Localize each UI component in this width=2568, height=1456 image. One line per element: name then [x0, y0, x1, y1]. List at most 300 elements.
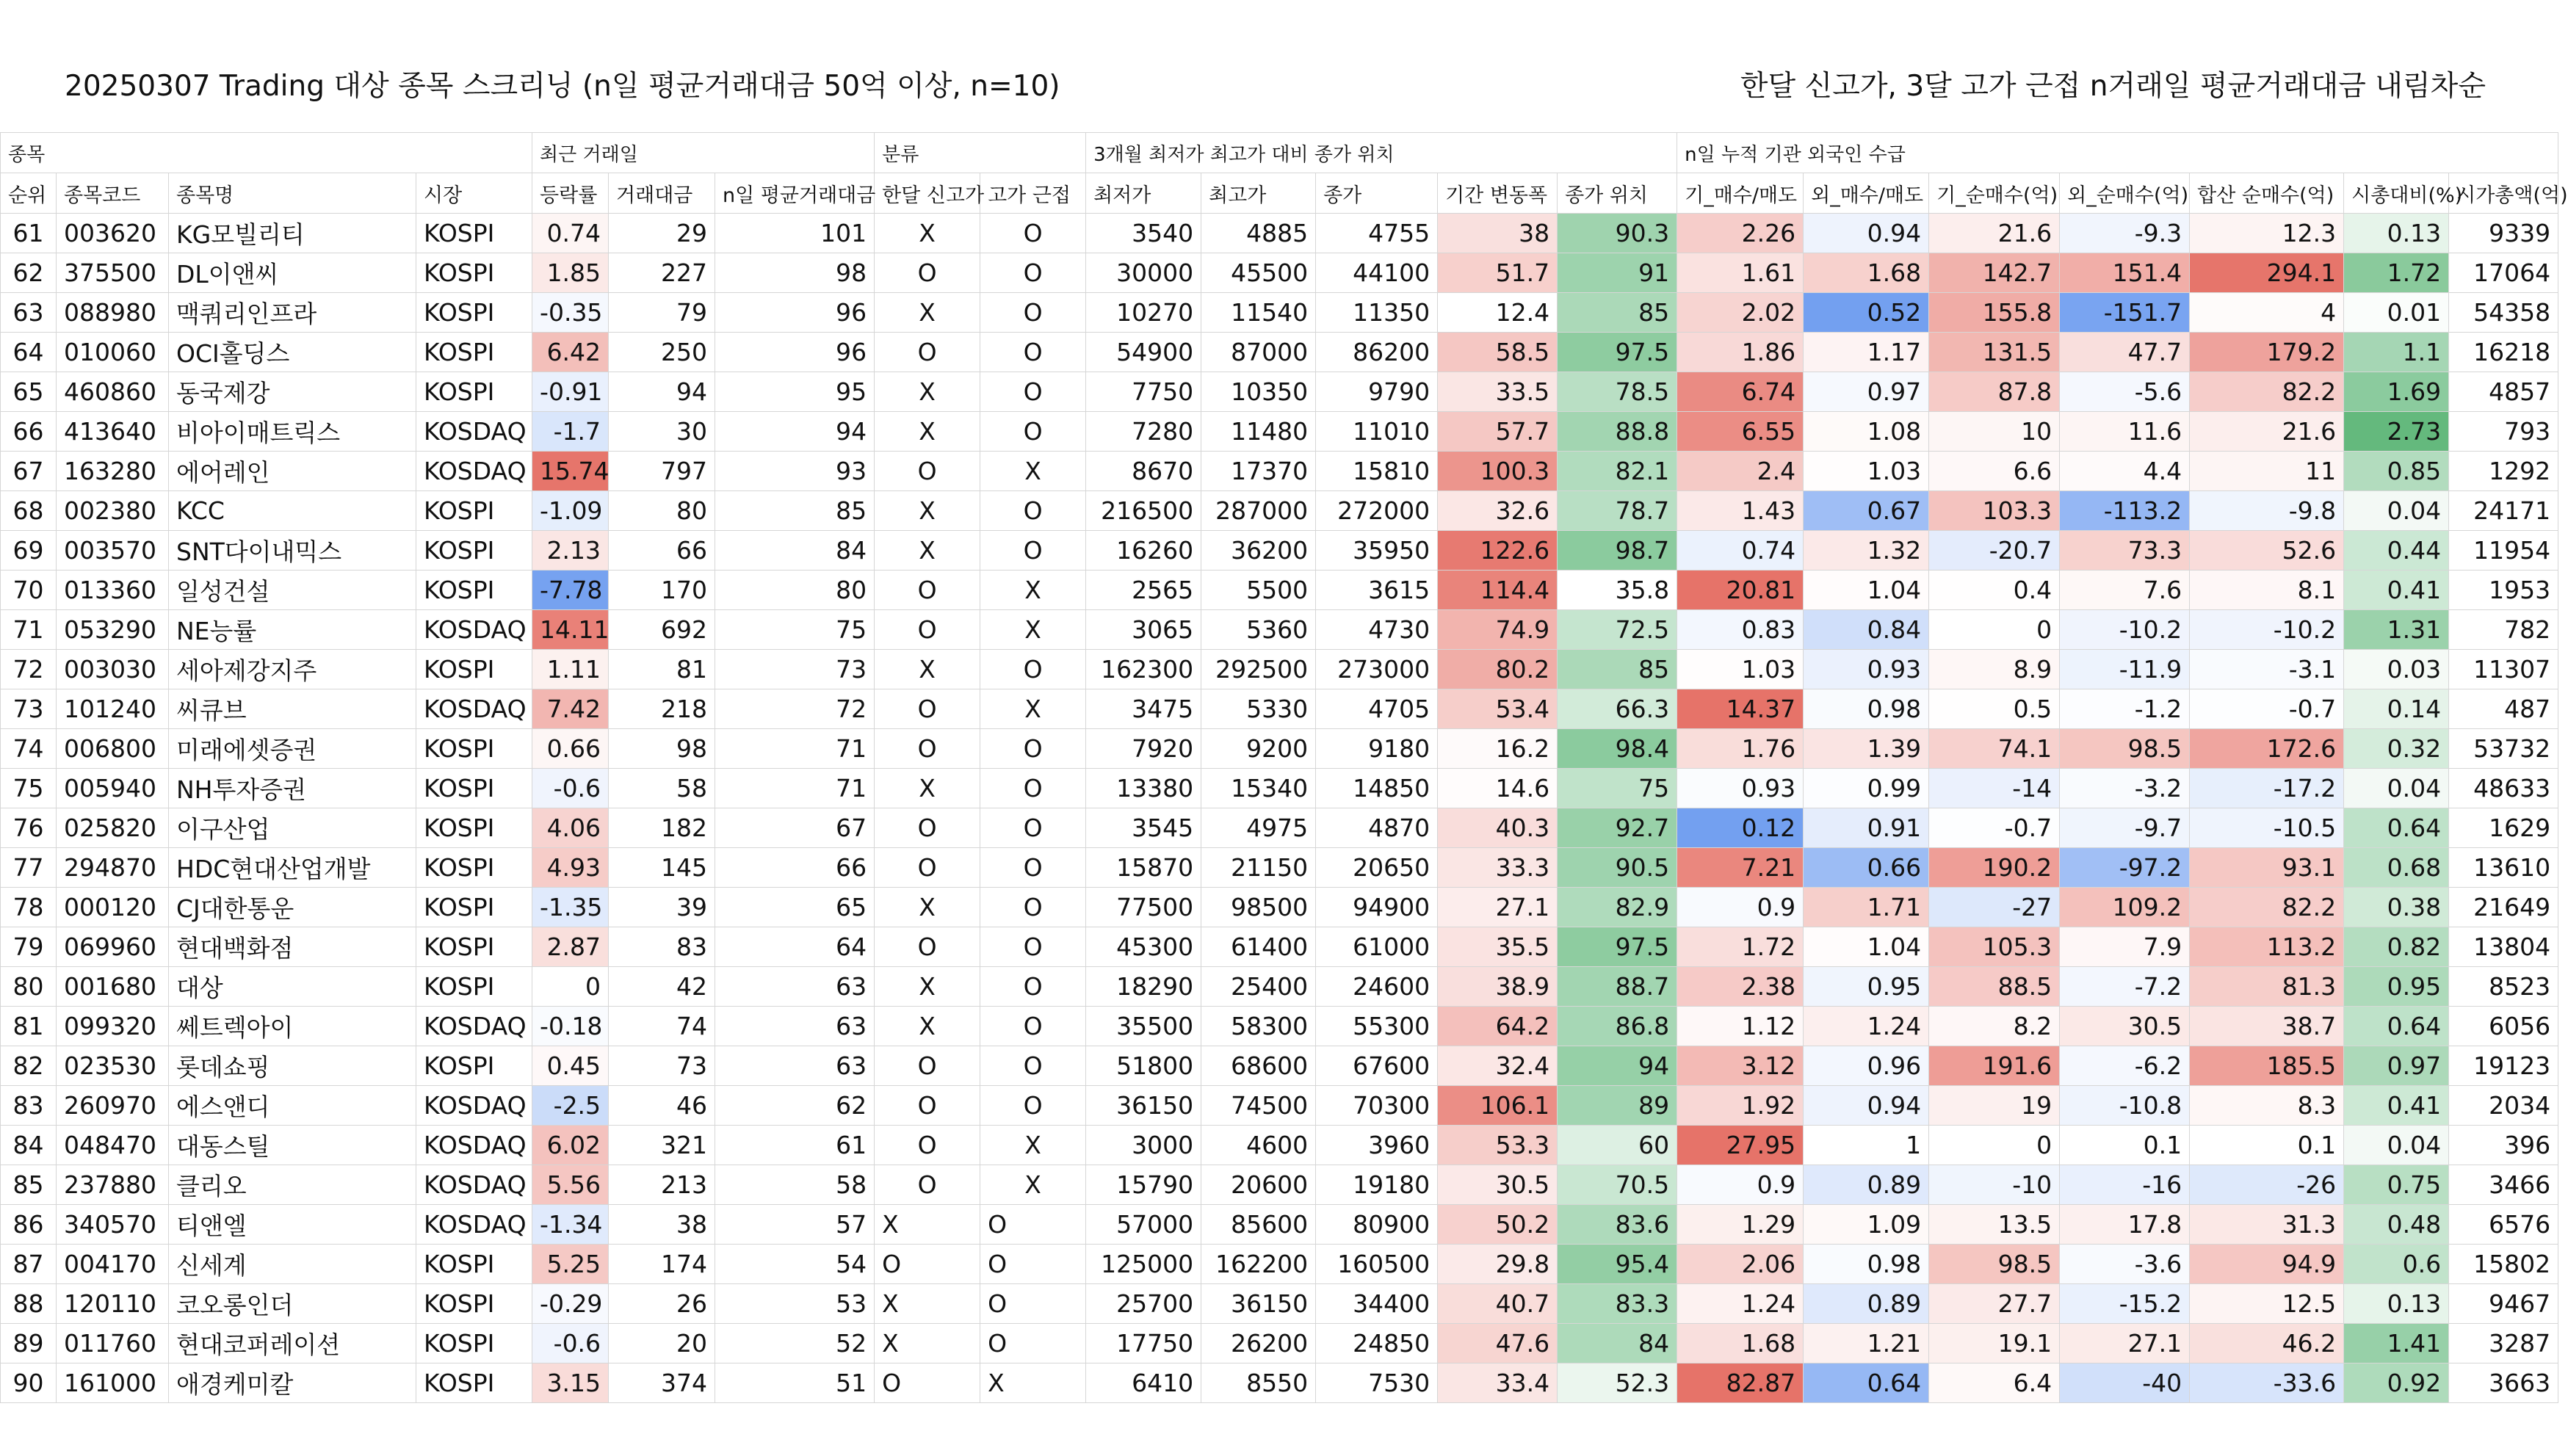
cell-inst-ratio: 2.4 [1677, 452, 1804, 491]
cell-foreign-ratio: 1 [1804, 1126, 1929, 1165]
cell-inst-ratio: 1.92 [1677, 1086, 1804, 1126]
cell-high: 11480 [1201, 412, 1316, 452]
cell-foreign-ratio: 0.98 [1804, 689, 1929, 729]
cell-rank: 62 [1, 253, 57, 293]
cell-name: 대동스틸 [169, 1126, 416, 1165]
cell-inst-ratio: 27.95 [1677, 1126, 1804, 1165]
cell-foreign-net: 109.2 [2060, 888, 2190, 927]
cell-close: 4730 [1316, 610, 1438, 650]
cell-monthly-high: X [875, 967, 980, 1007]
cell-close: 70300 [1316, 1086, 1438, 1126]
table-row [1, 808, 2558, 848]
cell-change-rate: 6.42 [532, 333, 609, 372]
cell-change-rate: 4.06 [532, 808, 609, 848]
cell-foreign-net: 7.9 [2060, 927, 2190, 967]
cell-low: 216500 [1086, 491, 1201, 531]
cell-market: KOSDAQ [416, 1086, 532, 1126]
cell-high: 15340 [1201, 769, 1316, 808]
header-inst-ratio: 기_매수/매도 [1677, 173, 1804, 214]
cell-trade-value: 692 [609, 610, 715, 650]
cell-inst-net: -14 [1929, 769, 2060, 808]
cell-cap-ratio: 0.64 [2344, 808, 2449, 848]
cell-trade-value: 227 [609, 253, 715, 293]
cell-name: 현대코퍼레이션 [169, 1324, 416, 1363]
cell-rank: 83 [1, 1086, 57, 1126]
cell-market-cap: 6576 [2449, 1205, 2558, 1245]
cell-cap-ratio: 0.92 [2344, 1363, 2449, 1403]
cell-cap-ratio: 1.72 [2344, 253, 2449, 293]
cell-avg-trade-value: 53 [715, 1284, 875, 1324]
cell-total-net: -3.1 [2190, 650, 2344, 689]
cell-foreign-ratio: 0.94 [1804, 1086, 1929, 1126]
cell-inst-ratio: 0.9 [1677, 1165, 1804, 1205]
cell-change-rate: 4.93 [532, 848, 609, 888]
cell-near-high: O [980, 372, 1086, 412]
header-market: 시장 [416, 173, 532, 214]
cell-close-position: 78.5 [1558, 372, 1677, 412]
cell-change-rate: -1.35 [532, 888, 609, 927]
cell-inst-ratio: 3.12 [1677, 1046, 1804, 1086]
cell-change-rate: -2.5 [532, 1086, 609, 1126]
cell-low: 162300 [1086, 650, 1201, 689]
cell-name: DL이앤씨 [169, 253, 416, 293]
cell-close-position: 78.7 [1558, 491, 1677, 531]
cell-near-high: X [980, 571, 1086, 610]
cell-near-high: O [980, 650, 1086, 689]
cell-trade-value: 81 [609, 650, 715, 689]
cell-change-rate: -0.18 [532, 1007, 609, 1046]
cell-cap-ratio: 0.85 [2344, 452, 2449, 491]
cell-range: 106.1 [1438, 1086, 1558, 1126]
cell-close: 4870 [1316, 808, 1438, 848]
header-trade-value: 거래대금 [609, 173, 715, 214]
cell-near-high: X [980, 689, 1086, 729]
cell-high: 74500 [1201, 1086, 1316, 1126]
cell-change-rate: 0.45 [532, 1046, 609, 1086]
header-name: 종목명 [169, 173, 416, 214]
cell-range: 57.7 [1438, 412, 1558, 452]
cell-foreign-ratio: 0.99 [1804, 769, 1929, 808]
cell-cap-ratio: 0.41 [2344, 1086, 2449, 1126]
cell-range: 38 [1438, 214, 1558, 253]
cell-low: 3540 [1086, 214, 1201, 253]
cell-avg-trade-value: 84 [715, 531, 875, 571]
cell-code: 069960 [57, 927, 169, 967]
cell-inst-ratio: 2.02 [1677, 293, 1804, 333]
cell-close: 35950 [1316, 531, 1438, 571]
page-title: 20250307 Trading 대상 종목 스크리닝 (n일 평균거래대금 50억 이상, n=10) [65, 70, 1060, 103]
cell-near-high: O [980, 808, 1086, 848]
cell-close-position: 70.5 [1558, 1165, 1677, 1205]
cell-code: 101240 [57, 689, 169, 729]
cell-inst-net: 21.6 [1929, 214, 2060, 253]
cell-market-cap: 54358 [2449, 293, 2558, 333]
cell-name: 에스앤디 [169, 1086, 416, 1126]
cell-code: 005940 [57, 769, 169, 808]
cell-close-position: 72.5 [1558, 610, 1677, 650]
cell-avg-trade-value: 63 [715, 1046, 875, 1086]
cell-close-position: 85 [1558, 650, 1677, 689]
cell-code: 120110 [57, 1284, 169, 1324]
cell-monthly-high: O [875, 1165, 980, 1205]
cell-total-net: -17.2 [2190, 769, 2344, 808]
cell-range: 122.6 [1438, 531, 1558, 571]
cell-monthly-high: X [875, 1007, 980, 1046]
cell-close-position: 88.7 [1558, 967, 1677, 1007]
cell-avg-trade-value: 96 [715, 333, 875, 372]
cell-rank: 85 [1, 1165, 57, 1205]
cell-cap-ratio: 0.68 [2344, 848, 2449, 888]
cell-close: 9790 [1316, 372, 1438, 412]
cell-avg-trade-value: 71 [715, 729, 875, 769]
cell-avg-trade-value: 95 [715, 372, 875, 412]
header-near-high: 고가 근접 [980, 173, 1086, 214]
cell-close-position: 66.3 [1558, 689, 1677, 729]
cell-monthly-high: O [875, 927, 980, 967]
cell-change-rate: -0.91 [532, 372, 609, 412]
cell-rank: 90 [1, 1363, 57, 1403]
cell-foreign-ratio: 1.08 [1804, 412, 1929, 452]
cell-market-cap: 11307 [2449, 650, 2558, 689]
cell-foreign-ratio: 1.03 [1804, 452, 1929, 491]
cell-monthly-high: X [875, 412, 980, 452]
cell-inst-net: 105.3 [1929, 927, 2060, 967]
cell-inst-ratio: 1.24 [1677, 1284, 1804, 1324]
cell-code: 023530 [57, 1046, 169, 1086]
cell-foreign-ratio: 0.96 [1804, 1046, 1929, 1086]
cell-range: 58.5 [1438, 333, 1558, 372]
cell-avg-trade-value: 93 [715, 452, 875, 491]
cell-close: 4755 [1316, 214, 1438, 253]
cell-close: 273000 [1316, 650, 1438, 689]
cell-near-high: O [980, 531, 1086, 571]
cell-monthly-high: X [875, 1284, 980, 1324]
cell-foreign-net: 151.4 [2060, 253, 2190, 293]
cell-code: 053290 [57, 610, 169, 650]
cell-inst-net: 0 [1929, 610, 2060, 650]
cell-cap-ratio: 0.14 [2344, 689, 2449, 729]
cell-total-net: -26 [2190, 1165, 2344, 1205]
cell-foreign-ratio: 1.39 [1804, 729, 1929, 769]
cell-inst-ratio: 0.9 [1677, 888, 1804, 927]
cell-near-high: O [980, 1086, 1086, 1126]
table-row [1, 729, 2558, 769]
cell-range: 50.2 [1438, 1205, 1558, 1245]
cell-foreign-ratio: 1.24 [1804, 1007, 1929, 1046]
table-row [1, 689, 2558, 729]
table-row [1, 1205, 2558, 1245]
cell-trade-value: 73 [609, 1046, 715, 1086]
cell-market-cap: 487 [2449, 689, 2558, 729]
cell-avg-trade-value: 75 [715, 610, 875, 650]
cell-name: 씨큐브 [169, 689, 416, 729]
cell-change-rate: 5.25 [532, 1245, 609, 1284]
cell-trade-value: 174 [609, 1245, 715, 1284]
cell-close-position: 95.4 [1558, 1245, 1677, 1284]
cell-monthly-high: O [875, 253, 980, 293]
cell-market-cap: 15802 [2449, 1245, 2558, 1284]
cell-code: 010060 [57, 333, 169, 372]
cell-foreign-ratio: 0.93 [1804, 650, 1929, 689]
cell-avg-trade-value: 63 [715, 1007, 875, 1046]
cell-name: CJ대한통운 [169, 888, 416, 927]
cell-monthly-high: X [875, 769, 980, 808]
cell-cap-ratio: 0.41 [2344, 571, 2449, 610]
cell-inst-net: 0.5 [1929, 689, 2060, 729]
cell-avg-trade-value: 64 [715, 927, 875, 967]
cell-rank: 75 [1, 769, 57, 808]
cell-close-position: 89 [1558, 1086, 1677, 1126]
cell-inst-ratio: 1.86 [1677, 333, 1804, 372]
cell-cap-ratio: 1.31 [2344, 610, 2449, 650]
header-close-position: 종가 위치 [1558, 173, 1677, 214]
cell-monthly-high: O [875, 1363, 980, 1403]
cell-trade-value: 374 [609, 1363, 715, 1403]
cell-inst-net: -27 [1929, 888, 2060, 927]
cell-foreign-net: 4.4 [2060, 452, 2190, 491]
cell-high: 61400 [1201, 927, 1316, 967]
cell-inst-ratio: 82.87 [1677, 1363, 1804, 1403]
cell-close-position: 84 [1558, 1324, 1677, 1363]
cell-inst-ratio: 1.29 [1677, 1205, 1804, 1245]
cell-close-position: 60 [1558, 1126, 1677, 1165]
cell-rank: 64 [1, 333, 57, 372]
cell-monthly-high: O [875, 848, 980, 888]
cell-cap-ratio: 0.38 [2344, 888, 2449, 927]
cell-code: 260970 [57, 1086, 169, 1126]
cell-foreign-ratio: 0.98 [1804, 1245, 1929, 1284]
cell-high: 26200 [1201, 1324, 1316, 1363]
cell-range: 40.7 [1438, 1284, 1558, 1324]
cell-trade-value: 182 [609, 808, 715, 848]
cell-avg-trade-value: 51 [715, 1363, 875, 1403]
cell-near-high: O [980, 729, 1086, 769]
cell-avg-trade-value: 58 [715, 1165, 875, 1205]
cell-change-rate: 7.42 [532, 689, 609, 729]
cell-change-rate: -0.6 [532, 1324, 609, 1363]
cell-high: 4600 [1201, 1126, 1316, 1165]
cell-market: KOSPI [416, 1245, 532, 1284]
cell-inst-net: 0.4 [1929, 571, 2060, 610]
cell-total-net: 4 [2190, 293, 2344, 333]
cell-rank: 77 [1, 848, 57, 888]
cell-total-net: 185.5 [2190, 1046, 2344, 1086]
header-change-rate: 등락률 [532, 173, 609, 214]
cell-avg-trade-value: 63 [715, 967, 875, 1007]
cell-market-cap: 17064 [2449, 253, 2558, 293]
cell-market-cap: 396 [2449, 1126, 2558, 1165]
cell-code: 011760 [57, 1324, 169, 1363]
cell-low: 3065 [1086, 610, 1201, 650]
cell-close: 14850 [1316, 769, 1438, 808]
cell-code: 460860 [57, 372, 169, 412]
cell-code: 237880 [57, 1165, 169, 1205]
cell-monthly-high: O [875, 452, 980, 491]
table-row [1, 1245, 2558, 1284]
cell-name: 클리오 [169, 1165, 416, 1205]
table-row [1, 769, 2558, 808]
cell-inst-ratio: 14.37 [1677, 689, 1804, 729]
cell-inst-net: 10 [1929, 412, 2060, 452]
cell-market-cap: 793 [2449, 412, 2558, 452]
header-foreign-ratio: 외_매수/매도 [1804, 173, 1929, 214]
cell-trade-value: 39 [609, 888, 715, 927]
cell-high: 85600 [1201, 1205, 1316, 1245]
cell-monthly-high: O [875, 1046, 980, 1086]
header-code: 종목코드 [57, 173, 169, 214]
cell-close: 19180 [1316, 1165, 1438, 1205]
cell-close-position: 90.3 [1558, 214, 1677, 253]
cell-near-high: O [980, 333, 1086, 372]
cell-inst-ratio: 1.12 [1677, 1007, 1804, 1046]
cell-market: KOSPI [416, 888, 532, 927]
cell-trade-value: 218 [609, 689, 715, 729]
cell-high: 25400 [1201, 967, 1316, 1007]
cell-close: 55300 [1316, 1007, 1438, 1046]
cell-low: 3545 [1086, 808, 1201, 848]
cell-rank: 61 [1, 214, 57, 253]
cell-inst-ratio: 2.38 [1677, 967, 1804, 1007]
cell-market-cap: 11954 [2449, 531, 2558, 571]
cell-market-cap: 8523 [2449, 967, 2558, 1007]
cell-range: 29.8 [1438, 1245, 1558, 1284]
cell-range: 32.4 [1438, 1046, 1558, 1086]
cell-close: 94900 [1316, 888, 1438, 927]
cell-inst-net: -10 [1929, 1165, 2060, 1205]
cell-total-net: -33.6 [2190, 1363, 2344, 1403]
cell-code: 013360 [57, 571, 169, 610]
cell-range: 35.5 [1438, 927, 1558, 967]
cell-close: 61000 [1316, 927, 1438, 967]
cell-foreign-ratio: 1.71 [1804, 888, 1929, 927]
cell-market-cap: 24171 [2449, 491, 2558, 531]
cell-rank: 66 [1, 412, 57, 452]
cell-inst-net: 6.6 [1929, 452, 2060, 491]
table-row [1, 650, 2558, 689]
cell-cap-ratio: 1.41 [2344, 1324, 2449, 1363]
cell-high: 5500 [1201, 571, 1316, 610]
cell-name: SNT다이내믹스 [169, 531, 416, 571]
cell-high: 68600 [1201, 1046, 1316, 1086]
cell-change-rate: 2.87 [532, 927, 609, 967]
cell-monthly-high: X [875, 888, 980, 927]
table-row [1, 372, 2558, 412]
cell-foreign-net: -151.7 [2060, 293, 2190, 333]
cell-foreign-ratio: 0.91 [1804, 808, 1929, 848]
cell-market-cap: 9467 [2449, 1284, 2558, 1324]
cell-name: 코오롱인더 [169, 1284, 416, 1324]
cell-foreign-net: 73.3 [2060, 531, 2190, 571]
cell-range: 53.3 [1438, 1126, 1558, 1165]
cell-market: KOSPI [416, 1046, 532, 1086]
cell-change-rate: 1.11 [532, 650, 609, 689]
cell-market-cap: 19123 [2449, 1046, 2558, 1086]
cell-low: 16260 [1086, 531, 1201, 571]
cell-market-cap: 1953 [2449, 571, 2558, 610]
cell-range: 40.3 [1438, 808, 1558, 848]
cell-market: KOSPI [416, 372, 532, 412]
table-row [1, 1126, 2558, 1165]
cell-inst-ratio: 1.03 [1677, 650, 1804, 689]
cell-code: 413640 [57, 412, 169, 452]
cell-low: 125000 [1086, 1245, 1201, 1284]
cell-avg-trade-value: 101 [715, 214, 875, 253]
cell-code: 003620 [57, 214, 169, 253]
cell-cap-ratio: 0.03 [2344, 650, 2449, 689]
cell-near-high: X [980, 610, 1086, 650]
cell-range: 30.5 [1438, 1165, 1558, 1205]
cell-total-net: 8.3 [2190, 1086, 2344, 1126]
cell-low: 25700 [1086, 1284, 1201, 1324]
cell-close-position: 85 [1558, 293, 1677, 333]
cell-close: 7530 [1316, 1363, 1438, 1403]
cell-cap-ratio: 1.69 [2344, 372, 2449, 412]
cell-low: 51800 [1086, 1046, 1201, 1086]
cell-foreign-net: 30.5 [2060, 1007, 2190, 1046]
cell-near-high: O [980, 1245, 1086, 1284]
cell-inst-net: 27.7 [1929, 1284, 2060, 1324]
cell-close-position: 82.1 [1558, 452, 1677, 491]
cell-avg-trade-value: 71 [715, 769, 875, 808]
cell-total-net: -10.5 [2190, 808, 2344, 848]
cell-monthly-high: O [875, 808, 980, 848]
cell-market-cap: 3466 [2449, 1165, 2558, 1205]
cell-foreign-ratio: 0.89 [1804, 1284, 1929, 1324]
cell-near-high: O [980, 1205, 1086, 1245]
cell-foreign-net: -10.2 [2060, 610, 2190, 650]
cell-cap-ratio: 0.13 [2344, 1284, 2449, 1324]
cell-high: 287000 [1201, 491, 1316, 531]
cell-rank: 63 [1, 293, 57, 333]
cell-monthly-high: X [875, 372, 980, 412]
cell-change-rate: -1.09 [532, 491, 609, 531]
cell-trade-value: 321 [609, 1126, 715, 1165]
cell-monthly-high: O [875, 1245, 980, 1284]
cell-market: KOSDAQ [416, 1165, 532, 1205]
cell-rank: 68 [1, 491, 57, 531]
cell-market-cap: 1629 [2449, 808, 2558, 848]
cell-market-cap: 3287 [2449, 1324, 2558, 1363]
cell-name: 맥쿼리인프라 [169, 293, 416, 333]
cell-inst-net: 87.8 [1929, 372, 2060, 412]
group-recent-trading: 최근 거래일 [532, 133, 875, 173]
cell-monthly-high: O [875, 1086, 980, 1126]
cell-market: KOSPI [416, 927, 532, 967]
cell-range: 33.5 [1438, 372, 1558, 412]
group-stock: 종목 [1, 133, 532, 173]
cell-foreign-net: 11.6 [2060, 412, 2190, 452]
cell-foreign-net: -10.8 [2060, 1086, 2190, 1126]
cell-trade-value: 74 [609, 1007, 715, 1046]
cell-low: 7750 [1086, 372, 1201, 412]
table-row [1, 888, 2558, 927]
cell-inst-ratio: 0.12 [1677, 808, 1804, 848]
cell-total-net: 81.3 [2190, 967, 2344, 1007]
cell-total-net: 172.6 [2190, 729, 2344, 769]
cell-foreign-net: -9.7 [2060, 808, 2190, 848]
cell-rank: 78 [1, 888, 57, 927]
cell-change-rate: 0 [532, 967, 609, 1007]
cell-inst-net: 19.1 [1929, 1324, 2060, 1363]
cell-foreign-ratio: 1.04 [1804, 571, 1929, 610]
cell-trade-value: 213 [609, 1165, 715, 1205]
cell-name: 신세계 [169, 1245, 416, 1284]
cell-monthly-high: X [875, 293, 980, 333]
cell-code: 161000 [57, 1363, 169, 1403]
cell-total-net: 0.1 [2190, 1126, 2344, 1165]
cell-inst-net: -0.7 [1929, 808, 2060, 848]
header-cap-ratio: 시총대비(%) [2344, 173, 2449, 214]
